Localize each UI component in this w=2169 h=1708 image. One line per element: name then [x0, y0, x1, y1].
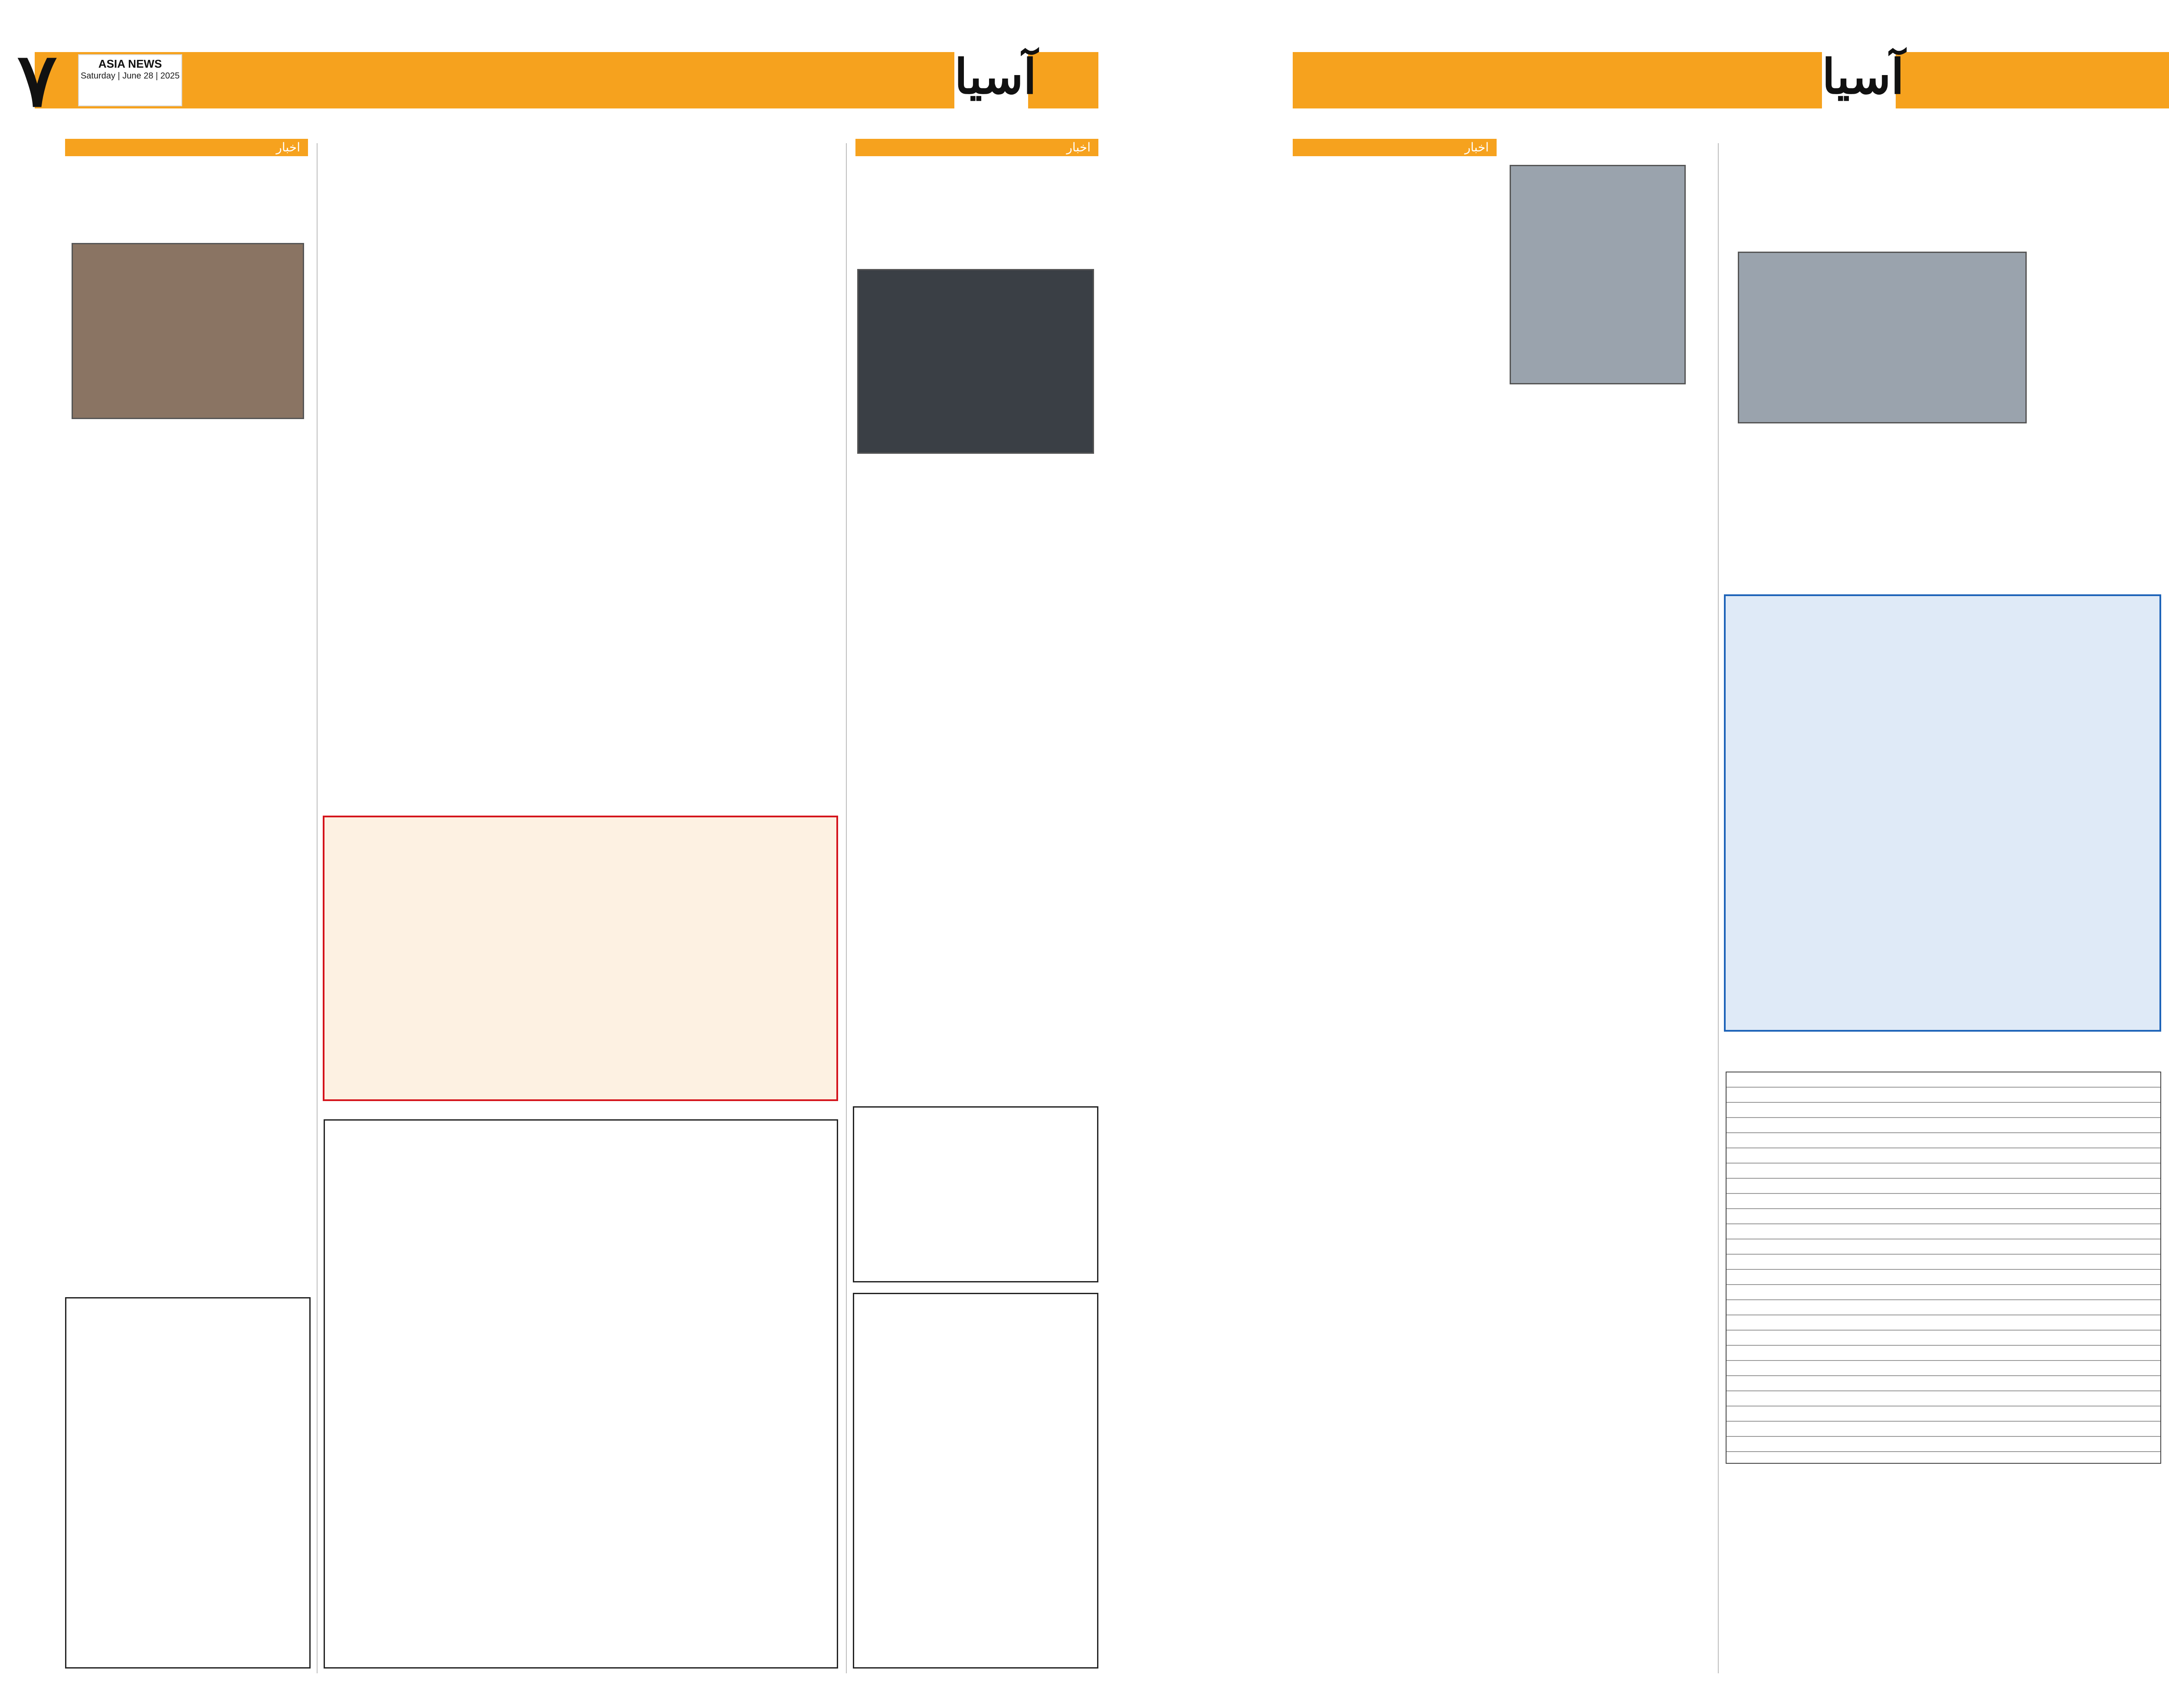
mid-headline: [324, 817, 836, 835]
column-rule: [317, 143, 318, 1673]
top-headline-block: [326, 139, 838, 243]
page-number: ۷: [17, 37, 57, 124]
land-notice: [65, 1297, 311, 1669]
section-tag: اخبار: [855, 139, 1098, 156]
brand-label: ASIA NEWS: [98, 57, 162, 70]
notice-kicker: [1726, 596, 2159, 605]
page-header-bar: [35, 52, 1098, 108]
registry-table: [1726, 1072, 2161, 1464]
economy-box: [323, 816, 838, 1101]
ad-box: [853, 1106, 1098, 1282]
main-headline-block: [1727, 143, 2161, 239]
tender-body: [854, 1305, 1097, 1636]
legal-notices: [324, 1119, 838, 1669]
mayor-photo: [1510, 165, 1686, 384]
tender-notice: [853, 1293, 1098, 1669]
column-rule: [846, 143, 847, 1673]
issue-date-box: [78, 54, 182, 106]
left-body: [65, 429, 308, 885]
legal-notices-text: [325, 1121, 837, 1662]
left-body: [1293, 399, 1683, 920]
date-line: Saturday | June 28 | 2025: [80, 71, 180, 81]
main-body: [2040, 252, 2161, 599]
page-6: [1258, 0, 2169, 1708]
page-gutter: [1133, 0, 1258, 1708]
masthead-logo: آسیا: [954, 49, 1028, 113]
bottom-body: [1293, 1154, 1683, 1666]
notice-body: [1726, 605, 2159, 961]
mid-body: [324, 835, 836, 1030]
left-body2: [65, 989, 308, 1284]
right-body: [855, 464, 1098, 1093]
notice-box: [1724, 594, 2161, 1032]
minister-photo: [72, 243, 304, 419]
top-body: [326, 260, 838, 803]
left-headline2-block: [65, 894, 308, 980]
section-tag: اخبار: [1293, 139, 1497, 156]
column-rule: [1718, 143, 1719, 1673]
page-header-bar: [1293, 52, 2169, 108]
section-tag: اخبار: [65, 139, 308, 156]
meeting-photo: [1738, 252, 2027, 423]
ad-mid-text: [854, 1108, 1097, 1118]
tender-title: [854, 1294, 1097, 1305]
masthead-logo: آسیا: [1822, 49, 1896, 113]
bottom-headline-block: [1293, 933, 1492, 1141]
event-poster: [857, 269, 1094, 454]
ad-text: [1727, 1475, 2161, 1666]
